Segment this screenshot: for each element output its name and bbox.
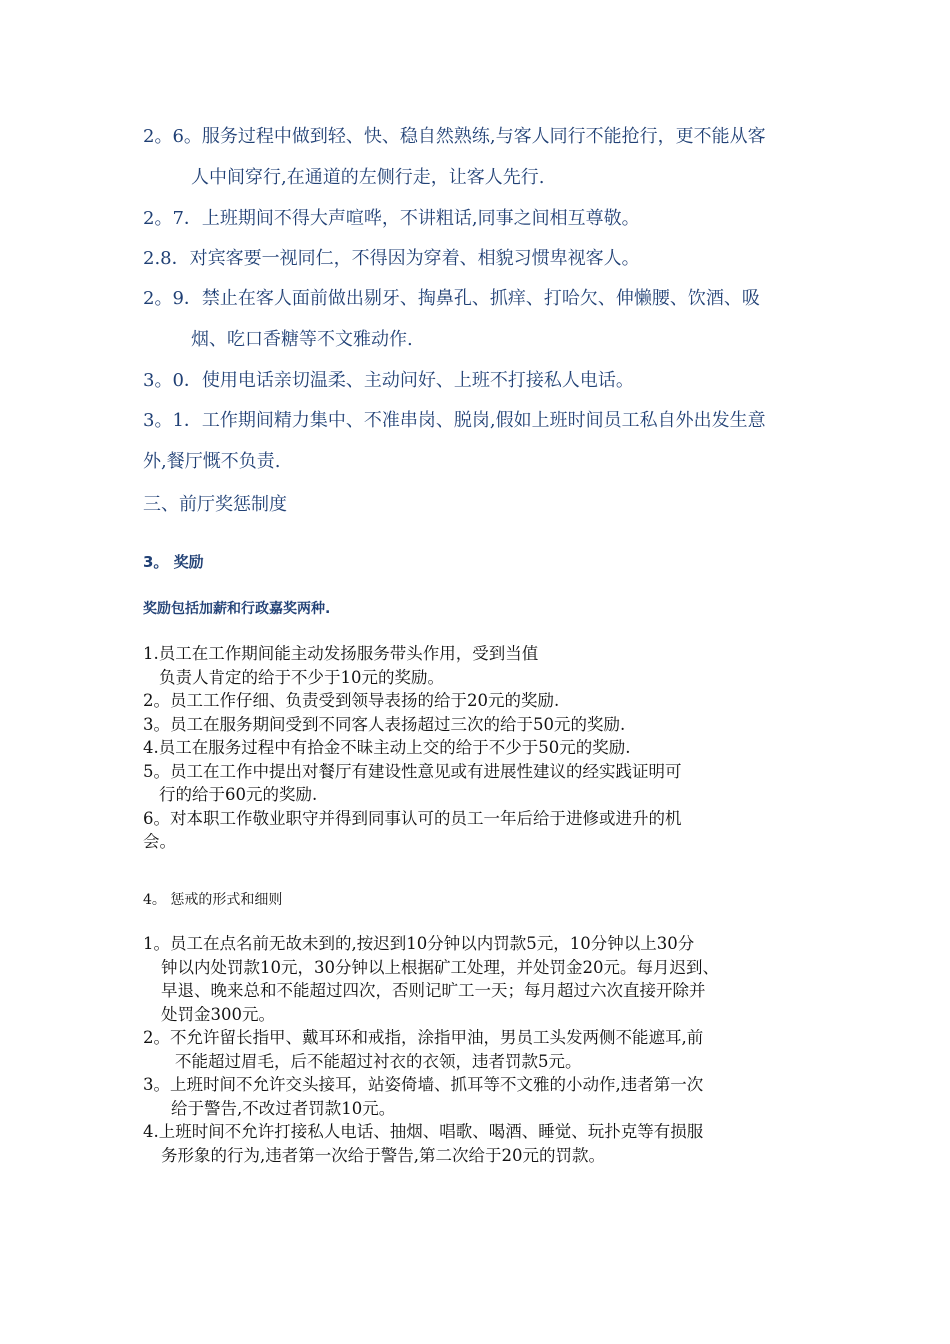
reward-item-4-line1: 4.员工在服务过程中有拾金不昧主动上交的给于不少于50元的奖励. <box>143 738 631 757</box>
rule-2-6-line2: 人中间穿行,在通道的左侧行走，让客人先行. <box>191 167 545 188</box>
penalty-heading: 4。 惩戒的形式和细则 <box>143 892 283 908</box>
rule-3-1 <box>143 400 823 482</box>
penalty-item-1-line3: 早退、晚来总和不能超过四次，否则记旷工一天；每月超过六次直接开除并 <box>161 981 706 1000</box>
rule-2-7-line1: 2。7．上班期间不得大声喧哗，不讲粗话,同事之间相互尊敬。 <box>143 208 640 229</box>
penalty-item-4-line1: 4.上班时间不允许打接私人电话、抽烟、唱歌、喝酒、睡觉、玩扑克等有损服 <box>143 1122 704 1141</box>
reward-item-1-line1: 1.员工在工作期间能主动发扬服务带头作用，受到当值 <box>143 644 539 663</box>
reward-item-3-line1: 3。员工在服务期间受到不同客人表扬超过三次的给于50元的奖励. <box>143 714 626 734</box>
penalty-item-1-line1: 1。员工在点名前无故未到的,按迟到10分钟以内罚款5元，10分钟以上30分 <box>143 934 695 953</box>
penalty-item-1 <box>143 932 823 1026</box>
reward-item-3 <box>143 713 823 737</box>
penalty-list <box>143 932 823 1167</box>
rule-3-1-line2: 外,餐厅慨不负责. <box>143 451 281 472</box>
reward-item-1-line2: 负责人肯定的给于不少于10元的奖励。 <box>159 667 444 687</box>
reward-item-5-line1: 5。员工在工作中提出对餐厅有建设性意见或有进展性建议的经实践证明可 <box>143 761 682 781</box>
rule-2-6 <box>143 116 823 198</box>
rule-2-9-line2: 烟、吃口香糖等不文雅动作. <box>191 329 413 350</box>
section-title: 三、前厅奖惩制度 <box>143 494 287 515</box>
rule-2-7 <box>143 198 823 239</box>
penalty-item-1-line2: 钟以内处罚款10元，30分钟以上根据矿工处理，并处罚金20元。每月迟到、 <box>161 957 719 977</box>
penalty-item-4 <box>143 1120 823 1167</box>
rule-2-8 <box>143 238 823 279</box>
penalty-item-2-line2: 不能超过眉毛，后不能超过衬衣的衣领，违者罚款5元。 <box>175 1051 582 1071</box>
reward-item-5-line2: 行的给于60元的奖励. <box>159 785 318 804</box>
reward-item-5 <box>143 760 823 807</box>
penalty-item-3-line2: 给于警告,不改过者罚款10元。 <box>171 1098 396 1118</box>
reward-item-4 <box>143 736 823 760</box>
reward-heading: 3。 奖励 <box>143 553 204 571</box>
rule-3-0 <box>143 360 823 401</box>
penalty-item-4-line2: 务形象的行为,违者第一次给于警告,第二次给于20元的罚款。 <box>161 1145 605 1165</box>
rule-2-9 <box>143 278 823 360</box>
rule-2-8-line1: 2.8．对宾客要一视同仁，不得因为穿着、相貌习惯卑视客人。 <box>143 248 640 269</box>
penalty-item-2 <box>143 1026 823 1073</box>
penalty-item-1-line4: 处罚金300元。 <box>161 1004 275 1024</box>
reward-item-1 <box>143 642 823 689</box>
penalty-item-2-line1: 2。不允许留长指甲、戴耳环和戒指，涂指甲油，男员工头发两侧不能遮耳,前 <box>143 1028 704 1047</box>
reward-list <box>143 642 823 854</box>
reward-item-6-line1: 6。对本职工作敬业职守并得到同事认可的员工一年后给于进修或进升的机 <box>143 808 682 828</box>
rule-3-1-line1: 3。1．工作期间精力集中、不准串岗、脱岗,假如上班时间员工私自外出发生意 <box>143 410 766 431</box>
reward-intro: 奖励包括加薪和行政嘉奖两种. <box>143 601 331 617</box>
rule-2-6-line1: 2。6。服务过程中做到轻、快、稳自然熟练,与客人同行不能抢行，更不能从客 <box>143 126 766 147</box>
reward-item-2 <box>143 689 823 713</box>
rule-3-0-line1: 3。0．使用电话亲切温柔、主动问好、上班不打接私人电话。 <box>143 370 634 391</box>
reward-item-2-line1: 2。员工工作仔细、负责受到领导表扬的给于20元的奖励. <box>143 691 560 710</box>
penalty-item-3-line1: 3。上班时间不允许交头接耳，站姿倚墙、抓耳等不文雅的小动作,违者第一次 <box>143 1075 704 1094</box>
reward-item-6-line2: 会。 <box>143 832 176 851</box>
penalty-item-3 <box>143 1073 823 1120</box>
reward-item-6 <box>143 807 823 854</box>
rule-2-9-line1: 2。9．禁止在客人面前做出剔牙、掏鼻孔、抓痒、打哈欠、伸懒腰、饮酒、吸 <box>143 288 760 309</box>
